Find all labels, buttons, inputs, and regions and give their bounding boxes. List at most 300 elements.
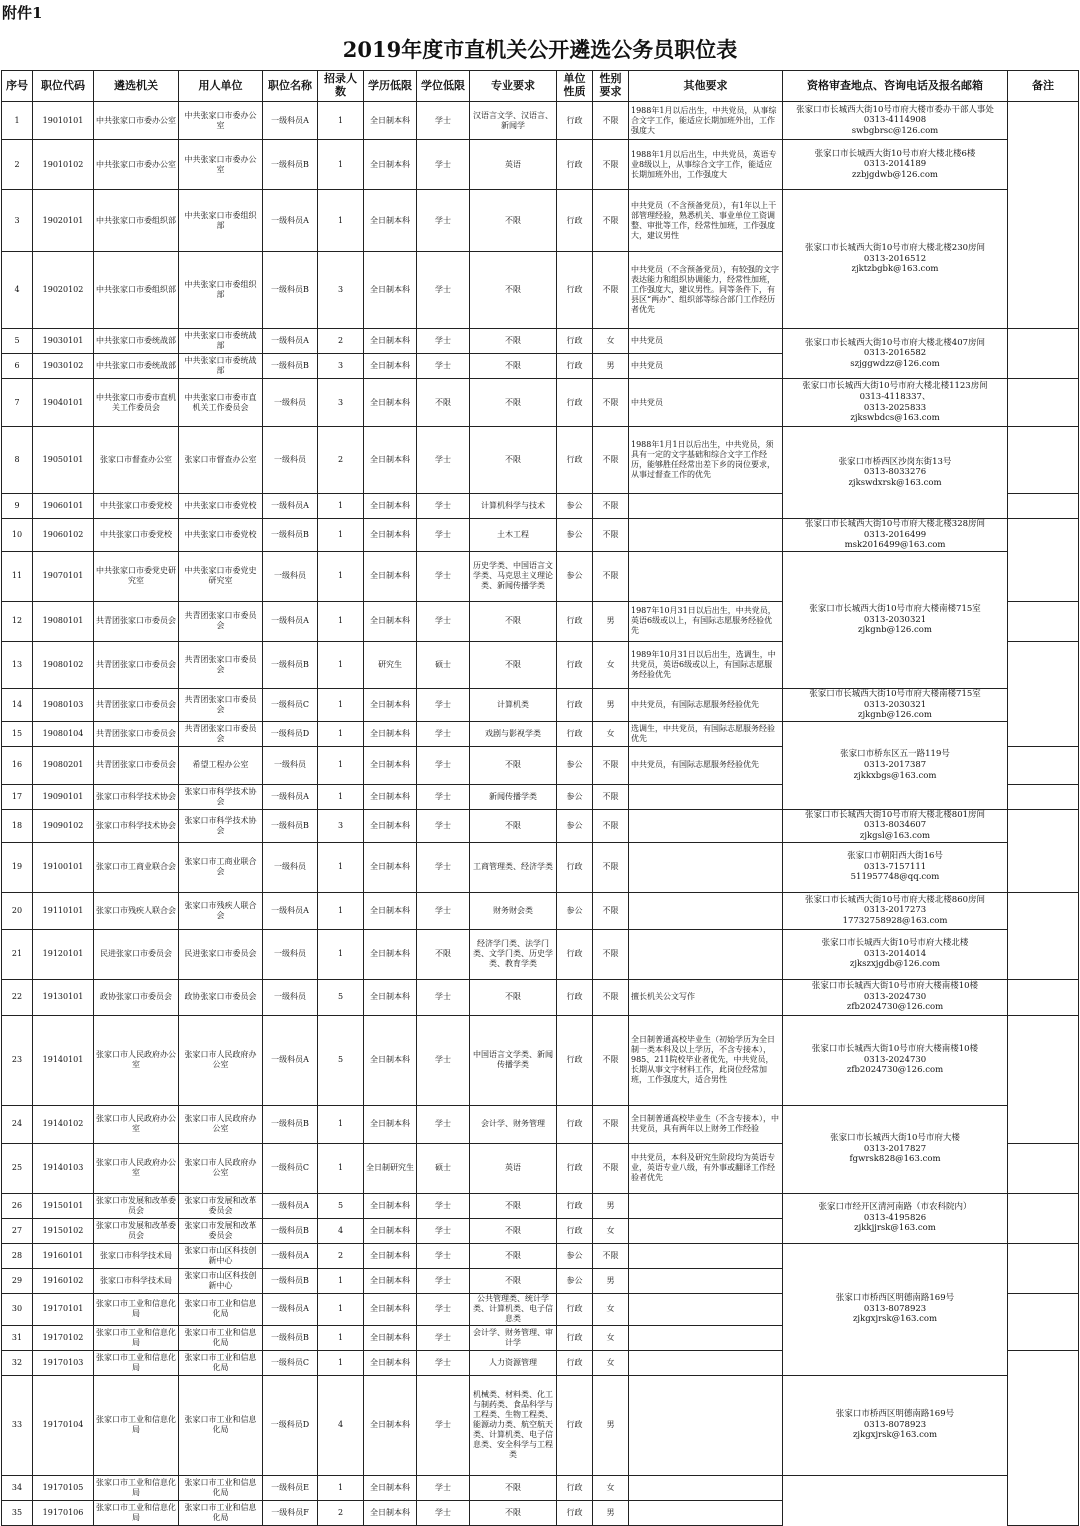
remarks [1008,746,1079,784]
major-requirement: 会计学、财务管理 [470,1105,557,1143]
recruiting-organ: 民进张家口市委员会 [94,929,179,979]
row-number: 18 [2,809,33,842]
position-name: 一级科员A [263,892,318,929]
row-number: 5 [2,329,33,354]
employing-unit: 中共张家口市委组织部 [179,252,263,329]
recruiting-organ: 张家口市工业和信息化局 [94,1500,179,1525]
unit-nature: 参公 [557,1268,593,1293]
major-requirement: 工商管理类、经济学类 [470,842,557,892]
row-number: 1 [2,102,33,140]
row-number: 4 [2,252,33,329]
unit-nature: 行政 [557,1500,593,1525]
review-location: 张家口市长城西大街10号市府大楼市委办干部人事处 0313-4114908 swbgbrsc@126.com [783,102,1008,140]
other-requirements [629,1375,783,1475]
gender-requirement: 女 [593,1218,629,1243]
column-header: 专业要求 [470,71,557,102]
recruiting-organ: 张家口市工业和信息化局 [94,1293,179,1325]
table-row [2,1243,1079,1268]
major-requirement: 土木工程 [470,519,557,552]
review-location: 张家口市长城西大街10号市府大楼北楼407房间 0313-2016582 szjggwdzz@126.com [783,329,1008,379]
unit-nature: 行政 [557,379,593,427]
row-number: 15 [2,721,33,746]
other-requirements [629,1293,783,1325]
employing-unit: 张家口市工业和信息化局 [179,1500,263,1525]
min-degree: 学士 [417,190,470,252]
major-requirement: 不限 [470,379,557,427]
unit-nature: 参公 [557,494,593,519]
table-row [2,519,1079,552]
unit-nature: 行政 [557,1218,593,1243]
min-degree: 学士 [417,519,470,552]
other-requirements [629,842,783,892]
min-education: 全日制本科 [364,979,417,1015]
recruit-count: 1 [318,190,364,252]
recruiting-organ: 中共张家口市委统战部 [94,354,179,379]
gender-requirement: 不限 [593,1105,629,1143]
recruiting-organ: 政协张家口市委员会 [94,979,179,1015]
major-requirement: 财务财会类 [470,892,557,929]
other-requirements: 1988年1月以后出生，中共党员，从事综合文字工作，能适应长期加班外出，工作强度大 [629,102,783,140]
row-number: 13 [2,641,33,688]
row-number: 3 [2,190,33,252]
remarks [1008,979,1079,1015]
row-number: 8 [2,427,33,494]
min-education: 全日制本科 [364,1015,417,1105]
row-number: 32 [2,1350,33,1375]
position-name: 一级科员A [263,102,318,140]
position-code: 19090101 [33,784,94,809]
review-location: 张家口市经开区清河南路（市农科院内） 0313-4195826 zjkkjjrsk@163.com [783,1193,1008,1243]
recruit-count: 1 [318,688,364,721]
employing-unit: 中共张家口市委党校 [179,494,263,519]
other-requirements: 中共党员，有国际志愿服务经验优先 [629,746,783,784]
other-requirements [629,1268,783,1293]
min-education: 研究生 [364,641,417,688]
unit-nature: 行政 [557,102,593,140]
min-degree: 学士 [417,551,470,601]
other-requirements: 全日制普通高校毕业生（初始学历为全日制一类本科及以上学历，不含专接本），985、211院校毕业者优先，中共党员，长期从事文字材料工作，此岗位经常加班，工作强度大，适合男性 [629,1015,783,1105]
recruiting-organ: 共青团张家口市委员会 [94,641,179,688]
min-degree: 学士 [417,427,470,494]
recruit-count: 1 [318,721,364,746]
recruit-count: 2 [318,1243,364,1268]
major-requirement: 不限 [470,1193,557,1218]
min-education: 全日制本科 [364,784,417,809]
position-name: 一级科员A [263,190,318,252]
other-requirements [629,929,783,979]
major-requirement: 不限 [470,1218,557,1243]
recruit-count: 1 [318,102,364,140]
position-name: 一级科员A [263,784,318,809]
position-name: 一级科员B [263,354,318,379]
gender-requirement: 男 [593,1268,629,1293]
employing-unit: 张家口市山区科技创新中心 [179,1268,263,1293]
recruit-count: 1 [318,784,364,809]
review-location: 张家口市长城西大街10号市府大楼南楼10楼 0313-2024730 zfb2024730@126.com [783,979,1008,1015]
major-requirement: 机械类、材料类、化工与制药类、食品科学与工程类、生物工程类、能源动力类、航空航天类、计算机类、电子信息类、安全科学与工程类 [470,1375,557,1475]
recruit-count: 1 [318,842,364,892]
recruit-count: 5 [318,979,364,1015]
other-requirements [629,519,783,552]
gender-requirement: 不限 [593,1143,629,1193]
position-code: 19170104 [33,1375,94,1475]
major-requirement: 不限 [470,1243,557,1268]
unit-nature: 行政 [557,1015,593,1105]
major-requirement: 不限 [470,252,557,329]
employing-unit: 张家口市科学技术协会 [179,784,263,809]
review-location: 张家口市长城西大街10号市府大楼北楼1123房间 0313-4118337、 0313-2025833 zjkswbdcs@163.com [783,379,1008,427]
position-code: 19120101 [33,929,94,979]
position-name: 一级科员A [263,494,318,519]
min-education: 全日制本科 [364,809,417,842]
gender-requirement: 不限 [593,494,629,519]
recruit-count: 2 [318,329,364,354]
gender-requirement: 女 [593,329,629,354]
recruiting-organ: 张家口市人民政府办公室 [94,1105,179,1143]
review-location: 张家口市桥东区五一路119号 0313-2017387 zjkkxbgs@163.com [783,721,1008,809]
gender-requirement: 不限 [593,929,629,979]
employing-unit: 张家口市工业和信息化局 [179,1350,263,1375]
row-number: 2 [2,140,33,190]
row-number: 7 [2,379,33,427]
min-education: 全日制本科 [364,1193,417,1218]
gender-requirement: 不限 [593,1015,629,1105]
employing-unit: 张家口市人民政府办公室 [179,1143,263,1193]
other-requirements: 1988年1月1日以后出生，中共党员，须具有一定的文字基础和综合文字工作经历，能够胜任经常出差下乡的岗位要求，从事过督查工作的优先 [629,427,783,494]
unit-nature: 行政 [557,1350,593,1375]
major-requirement: 不限 [470,1268,557,1293]
table-row [2,140,1079,190]
recruiting-organ: 张家口市残疾人联合会 [94,892,179,929]
position-name: 一级科员C [263,1143,318,1193]
unit-nature: 行政 [557,1105,593,1143]
recruiting-organ: 中共张家口市委办公室 [94,140,179,190]
employing-unit: 张家口市发展和改革委员会 [179,1193,263,1218]
position-name: 一级科员A [263,1193,318,1218]
recruit-count: 1 [318,1105,364,1143]
min-education: 全日制本科 [364,494,417,519]
min-education: 全日制本科 [364,1105,417,1143]
row-number: 31 [2,1325,33,1350]
other-requirements: 中共党员，本科及研究生阶段均为英语专业，英语专业八级，有外事或翻译工作经验者优先 [629,1143,783,1193]
table-row [2,721,1079,746]
unit-nature: 行政 [557,601,593,641]
min-degree: 学士 [417,721,470,746]
other-requirements [629,809,783,842]
other-requirements: 1989年10月31日以后出生，选调生，中共党员，英语6级或以上，有国际志愿服务经验优先 [629,641,783,688]
review-location: 张家口市长城西大街10号市府大楼北楼230房间 0313-2016512 zjktzbgbk@163.com [783,190,1008,329]
column-header: 招录人数 [318,71,364,102]
recruiting-organ: 张家口市发展和改革委员会 [94,1218,179,1243]
min-degree: 学士 [417,1105,470,1143]
table-row [2,1015,1079,1105]
position-code: 19170101 [33,1293,94,1325]
min-education: 全日制本科 [364,379,417,427]
unit-nature: 参公 [557,1243,593,1268]
row-number: 33 [2,1375,33,1475]
min-education: 全日制本科 [364,427,417,494]
other-requirements: 中共党员（不含预备党员），有较强的文字表达能力和组织协调能力，经常性加班，工作强度大，建议男性。同等条件下，有县区“两办”、组织部等综合部门工作经历者优先 [629,252,783,329]
major-requirement: 不限 [470,601,557,641]
min-education: 全日制本科 [364,1293,417,1325]
employing-unit: 共青团张家口市委员会 [179,688,263,721]
unit-nature: 行政 [557,1475,593,1500]
employing-unit: 张家口市科学技术协会 [179,809,263,842]
table-row [2,1193,1079,1218]
position-code: 19090102 [33,809,94,842]
recruiting-organ: 张家口市科学技术协会 [94,784,179,809]
recruiting-organ: 中共张家口市委党史研究室 [94,551,179,601]
remarks [1008,427,1079,494]
min-education: 全日制本科 [364,746,417,784]
review-location: 张家口市朝阳西大街16号 0313-7157111 511957748@qq.com [783,842,1008,892]
remarks [1008,1015,1079,1143]
major-requirement: 公共管理类、统计学类、计算机类、电子信息类 [470,1293,557,1325]
recruit-count: 1 [318,601,364,641]
recruiting-organ: 张家口市工业和信息化局 [94,1475,179,1500]
position-name: 一级科员B [263,809,318,842]
min-degree: 学士 [417,1268,470,1293]
min-degree: 学士 [417,979,470,1015]
min-degree: 学士 [417,252,470,329]
position-code: 19160101 [33,1243,94,1268]
column-header: 性别要求 [593,71,629,102]
recruiting-organ: 张家口市工业和信息化局 [94,1375,179,1475]
remarks [1008,1243,1079,1293]
gender-requirement: 不限 [593,979,629,1015]
review-location: 张家口市桥西区明德南路169号 0313-8078923 zjkgxjrsk@163.com [783,1375,1008,1475]
position-name: 一级科员A [263,1243,318,1268]
other-requirements: 1988年1月以后出生，中共党员，英语专业8级以上，从事综合文字工作，能适应长期加班外出，工作强度大 [629,140,783,190]
table-row [2,892,1079,929]
gender-requirement: 男 [593,354,629,379]
employing-unit: 中共张家口市委市直机关工作委员会 [179,379,263,427]
min-degree: 学士 [417,329,470,354]
major-requirement: 经济学门类、法学门类、文学门类、历史学类、教育学类 [470,929,557,979]
min-education: 全日制本科 [364,1268,417,1293]
unit-nature: 行政 [557,1293,593,1325]
other-requirements [629,1218,783,1243]
review-location: 张家口市长城西大街10号市府大楼北楼6楼 0313-2014189 zzbjgdwb@126.com [783,140,1008,190]
employing-unit: 张家口市残疾人联合会 [179,892,263,929]
major-requirement: 不限 [470,746,557,784]
employing-unit: 中共张家口市委组织部 [179,190,263,252]
major-requirement: 不限 [470,1475,557,1500]
recruit-count: 1 [318,1475,364,1500]
min-education: 全日制本科 [364,140,417,190]
position-name: 一级科员C [263,688,318,721]
recruit-count: 1 [318,892,364,929]
employing-unit: 共青团张家口市委员会 [179,721,263,746]
recruit-count: 3 [318,354,364,379]
remarks [1008,809,1079,892]
review-location: 张家口市长城西大街10号市府大楼 0313-2017827 fgwrsk828@163.com [783,1105,1008,1193]
employing-unit: 民进张家口市委员会 [179,929,263,979]
recruiting-organ: 张家口市科学技术局 [94,1268,179,1293]
min-degree: 学士 [417,354,470,379]
recruiting-organ: 中共张家口市委统战部 [94,329,179,354]
remarks [1008,494,1079,519]
recruiting-organ: 张家口市工业和信息化局 [94,1325,179,1350]
review-location: 张家口市长城西大街10号市府大楼北楼801房间 0313-8034607 zjkgsl@163.com [783,809,1008,842]
unit-nature: 参公 [557,551,593,601]
recruit-count: 1 [318,551,364,601]
gender-requirement: 男 [593,1500,629,1525]
position-code: 19060102 [33,519,94,552]
position-code: 19080201 [33,746,94,784]
min-degree: 不限 [417,929,470,979]
major-requirement: 不限 [470,809,557,842]
min-degree: 硕士 [417,1143,470,1193]
unit-nature: 行政 [557,1325,593,1350]
position-code: 19140102 [33,1105,94,1143]
major-requirement: 计算机类 [470,688,557,721]
employing-unit: 张家口市工商业联合会 [179,842,263,892]
min-education: 全日制本科 [364,551,417,601]
position-code: 19170106 [33,1500,94,1525]
employing-unit: 共青团张家口市委员会 [179,601,263,641]
gender-requirement: 女 [593,1293,629,1325]
employing-unit: 政协张家口市委员会 [179,979,263,1015]
employing-unit: 张家口市工业和信息化局 [179,1293,263,1325]
min-education: 全日制本科 [364,892,417,929]
recruiting-organ: 共青团张家口市委员会 [94,601,179,641]
gender-requirement: 不限 [593,842,629,892]
major-requirement: 历史学类、中国语言文学类、马克思主义理论类、新闻传播学类 [470,551,557,601]
table-row [2,1500,1079,1525]
min-education: 全日制本科 [364,190,417,252]
min-degree: 不限 [417,379,470,427]
remarks [1008,519,1079,602]
unit-nature: 行政 [557,929,593,979]
position-name: 一级科员 [263,929,318,979]
recruit-count: 1 [318,494,364,519]
other-requirements [629,551,783,601]
gender-requirement: 不限 [593,140,629,190]
gender-requirement: 不限 [593,551,629,601]
min-education: 全日制本科 [364,1243,417,1268]
position-code: 19150101 [33,1193,94,1218]
position-code: 19020101 [33,190,94,252]
recruiting-organ: 中共张家口市委市直机关工作委员会 [94,379,179,427]
min-education: 全日制本科 [364,1350,417,1375]
gender-requirement: 不限 [593,252,629,329]
recruit-count: 3 [318,379,364,427]
position-code: 19170102 [33,1325,94,1350]
position-code: 19140101 [33,1015,94,1105]
min-education: 全日制本科 [364,519,417,552]
position-name: 一级科员A [263,1015,318,1105]
table-row [2,1475,1079,1500]
recruiting-organ: 张家口市督查办公室 [94,427,179,494]
review-location: 张家口市长城西大街10号市府大楼南楼715室 0313-2030321 zjkgnb@126.com [783,551,1008,688]
row-number: 16 [2,746,33,784]
review-location: 张家口市长城西大街10号市府大楼北楼860房间 0313-2017273 17732758928@163.com [783,892,1008,929]
gender-requirement: 女 [593,1475,629,1500]
major-requirement: 英语 [470,1143,557,1193]
major-requirement: 计算机科学与技术 [470,494,557,519]
recruit-count: 1 [318,1293,364,1325]
position-name: 一级科员A [263,601,318,641]
other-requirements [629,1350,783,1375]
table-row [2,688,1079,721]
unit-nature: 行政 [557,252,593,329]
column-header: 资格审查地点、咨询电话及报名邮箱 [783,71,1008,102]
min-education: 全日制本科 [364,1375,417,1475]
major-requirement: 英语 [470,140,557,190]
table-row [2,929,1079,979]
position-name: 一级科员 [263,427,318,494]
row-number: 25 [2,1143,33,1193]
unit-nature: 参公 [557,519,593,552]
recruit-count: 1 [318,1350,364,1375]
table-row [2,809,1079,842]
other-requirements [629,1475,783,1500]
min-education: 全日制本科 [364,1500,417,1525]
gender-requirement: 女 [593,1325,629,1350]
table-row [2,427,1079,494]
min-education: 全日制本科 [364,1325,417,1350]
gender-requirement: 女 [593,1350,629,1375]
gender-requirement: 不限 [593,892,629,929]
table-row [2,102,1079,140]
major-requirement: 中国语言文学类、新闻传播学类 [470,1015,557,1105]
other-requirements [629,1193,783,1218]
min-degree: 学士 [417,842,470,892]
page-title: 2019年度市直机关公开遴选公务员职位表 [342,37,738,62]
row-number: 11 [2,551,33,601]
unit-nature: 行政 [557,1375,593,1475]
min-degree: 学士 [417,809,470,842]
position-name: 一级科员 [263,551,318,601]
min-education: 全日制研究生 [364,1143,417,1193]
recruiting-organ: 张家口市科学技术协会 [94,809,179,842]
column-header: 学历低限 [364,71,417,102]
column-header: 职位名称 [263,71,318,102]
position-code: 19030101 [33,329,94,354]
other-requirements: 中共党员（不含预备党员），有1年以上干部管理经验，熟悉机关、事业单位工资调整、审批等工作，经常性加班，工作强度大，建议男性 [629,190,783,252]
min-education: 全日制本科 [364,102,417,140]
position-name: 一级科员D [263,721,318,746]
min-degree: 学士 [417,1218,470,1243]
column-header: 遴选机关 [94,71,179,102]
position-code: 19080103 [33,688,94,721]
gender-requirement: 不限 [593,1243,629,1268]
major-requirement: 不限 [470,1500,557,1525]
min-degree: 学士 [417,892,470,929]
major-requirement: 不限 [470,979,557,1015]
remarks [1008,379,1079,427]
position-name: 一级科员 [263,746,318,784]
column-header: 职位代码 [33,71,94,102]
position-code: 19060101 [33,494,94,519]
other-requirements [629,1500,783,1525]
column-header: 备注 [1008,71,1079,102]
min-degree: 学士 [417,494,470,519]
review-location: 张家口市长城西大街10号市府大楼北楼328房间 0313-2016499 msk2016499@163.com [783,519,1008,552]
recruit-count: 1 [318,1325,364,1350]
gender-requirement: 男 [593,1193,629,1218]
recruit-count: 3 [318,809,364,842]
position-name: 一级科员B [263,252,318,329]
table-row [2,1375,1079,1475]
unit-nature: 参公 [557,746,593,784]
position-name: 一级科员B [263,1268,318,1293]
table-row [2,190,1079,252]
remarks [1008,784,1079,809]
recruit-count: 5 [318,1015,364,1105]
position-name: 一级科员D [263,1375,318,1475]
